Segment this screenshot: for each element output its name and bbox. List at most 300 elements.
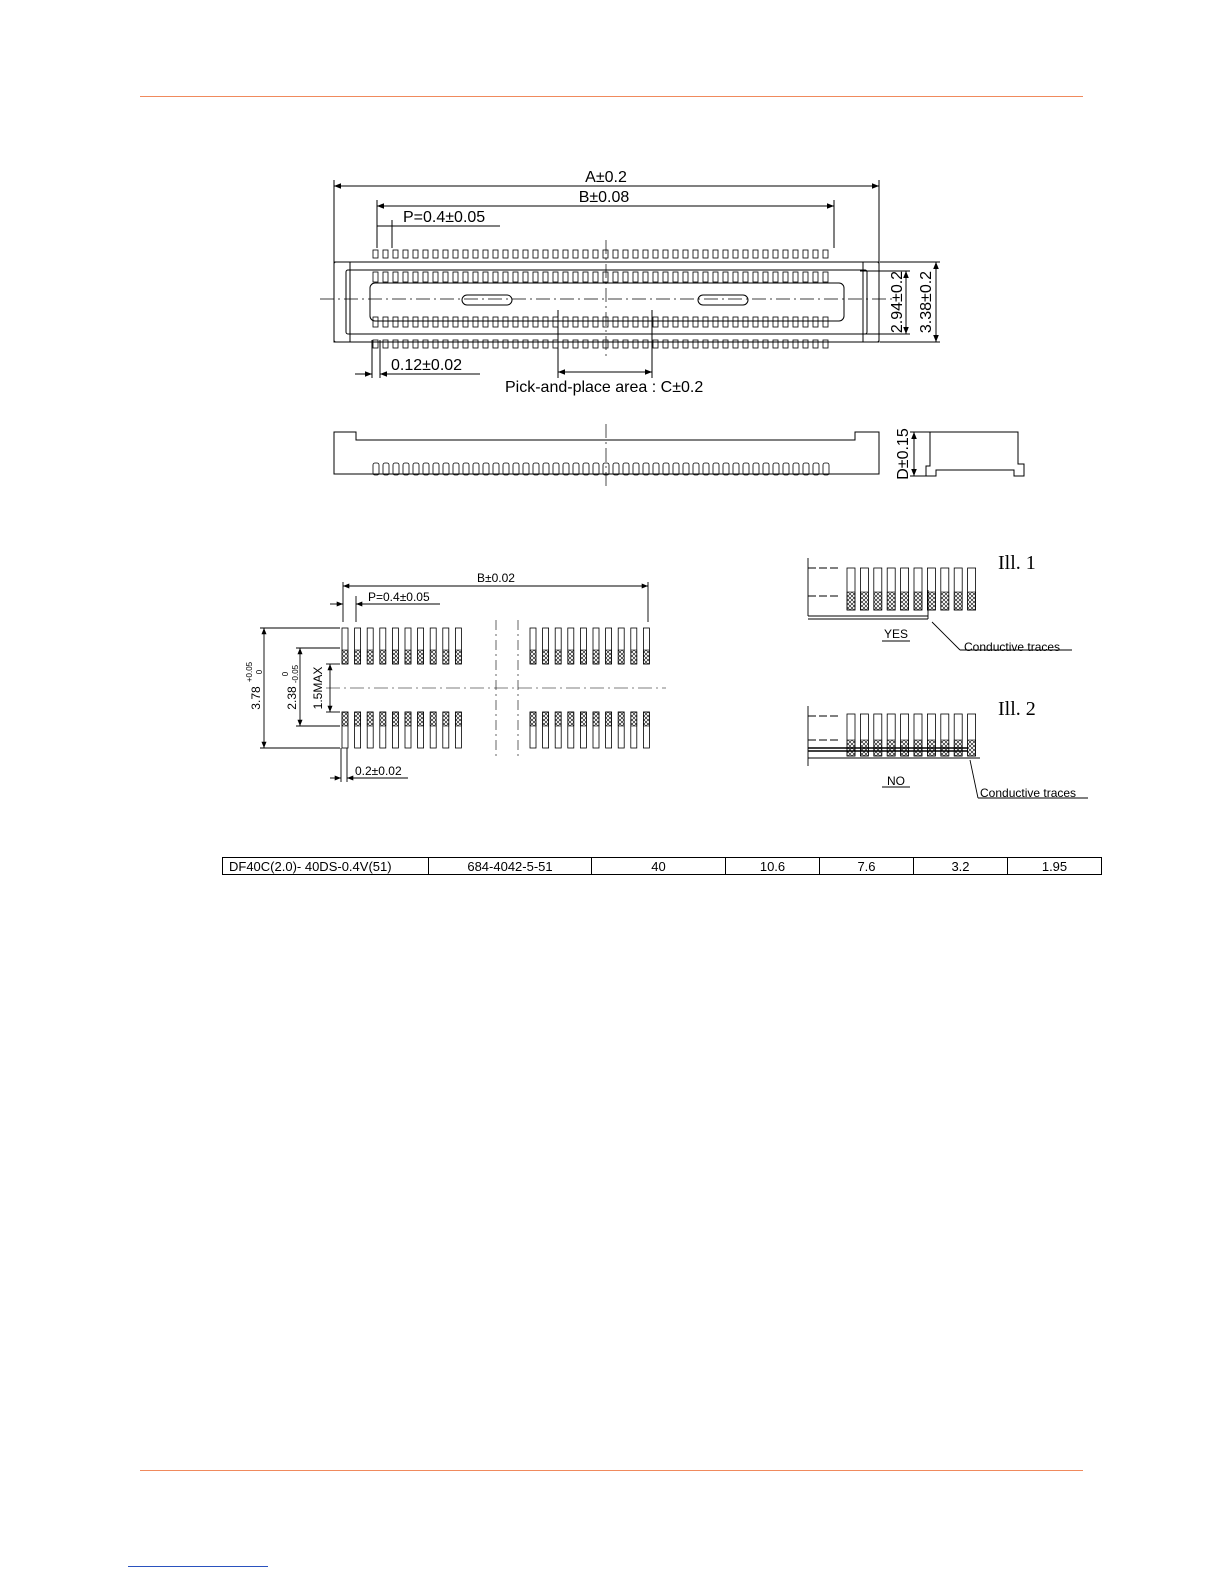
top-contact: [413, 250, 418, 258]
fp-pad-width-label: 0.2±0.02: [355, 764, 402, 778]
top-contact: [583, 340, 588, 348]
ill1-title: Ill. 1: [998, 552, 1036, 574]
side-contact: [513, 463, 519, 475]
footprint-pad-hatch: [380, 712, 386, 726]
illustration-pad-hatch: [874, 592, 882, 610]
top-view: [320, 180, 893, 360]
footprint-pad-hatch: [530, 650, 536, 664]
top-contact: [443, 340, 448, 348]
top-contact: [803, 317, 808, 327]
top-contact: [803, 340, 808, 348]
top-contact: [433, 317, 438, 327]
table-cell-part-number: DF40C(2.0)- 40DS-0.4V(51): [223, 858, 429, 875]
top-contact: [723, 250, 728, 258]
footprint-pad-hatch: [355, 712, 361, 726]
side-contact: [633, 463, 639, 475]
top-contact: [743, 317, 748, 327]
footer-rule: [140, 1470, 1083, 1471]
side-contact: [423, 463, 429, 475]
ill1-pads: [847, 568, 976, 610]
top-contact: [823, 317, 828, 327]
top-contact: [763, 340, 768, 348]
fp-inner-label: 2.38: [285, 686, 299, 710]
top-contact: [543, 340, 548, 348]
top-contact: [573, 340, 578, 348]
top-contact: [793, 250, 798, 258]
top-contact: [413, 272, 418, 282]
top-contact: [613, 340, 618, 348]
top-contact: [583, 272, 588, 282]
illustration-pad-hatch: [968, 740, 976, 756]
side-view-contacts: [373, 463, 829, 475]
top-contact: [703, 340, 708, 348]
top-contact: [463, 340, 468, 348]
top-contact: [513, 272, 518, 282]
top-contact: [563, 250, 568, 258]
top-contact: [683, 272, 688, 282]
footprint-pad-hatch: [342, 712, 348, 726]
footprint-pad-hatch: [355, 650, 361, 664]
top-contact: [813, 272, 818, 282]
footprint-pad-hatch: [342, 650, 348, 664]
top-contact: [723, 317, 728, 327]
footprint-pad-hatch: [593, 712, 599, 726]
top-contact: [733, 272, 738, 282]
top-contact: [713, 272, 718, 282]
top-contact: [723, 340, 728, 348]
top-contact: [513, 317, 518, 327]
top-contact: [783, 340, 788, 348]
top-contact: [743, 272, 748, 282]
top-contact: [423, 340, 428, 348]
top-contact: [713, 250, 718, 258]
top-contact: [503, 340, 508, 348]
footprint-pad-hatch: [405, 650, 411, 664]
top-contact: [693, 250, 698, 258]
top-contact: [733, 340, 738, 348]
illustration-pad-hatch: [847, 592, 855, 610]
top-contact: [633, 340, 638, 348]
top-contact: [743, 250, 748, 258]
footprint-pad-hatch: [568, 712, 574, 726]
top-contact: [393, 317, 398, 327]
fp-pitch-label: P=0.4±0.05: [368, 590, 430, 604]
top-contact: [443, 250, 448, 258]
side-contact: [663, 463, 669, 475]
height-label: D±0.15: [895, 428, 912, 480]
top-contact: [623, 317, 628, 327]
top-contact: [533, 272, 538, 282]
side-contact: [533, 463, 539, 475]
top-contact: [653, 250, 658, 258]
top-contact: [713, 340, 718, 348]
top-contact: [683, 317, 688, 327]
side-contact: [733, 463, 739, 475]
top-contact: [713, 317, 718, 327]
footprint-pad-hatch: [555, 712, 561, 726]
top-contact: [513, 340, 518, 348]
illustration-pad-hatch: [847, 740, 855, 756]
top-contact: [593, 317, 598, 327]
illustration-pad-hatch: [887, 592, 895, 610]
top-contact: [553, 340, 558, 348]
top-contact: [443, 272, 448, 282]
width-outer-label: 3.38±0.2: [918, 270, 935, 334]
top-contact: [613, 272, 618, 282]
top-contact: [573, 272, 578, 282]
top-contact: [783, 317, 788, 327]
illustration-pad-hatch: [968, 592, 976, 610]
footprint-pad-hatch: [643, 712, 649, 726]
top-contact: [453, 340, 458, 348]
side-contact: [583, 463, 589, 475]
side-contact: [613, 463, 619, 475]
contact-width-label: 0.12±0.02: [391, 357, 463, 374]
top-contact: [633, 317, 638, 327]
side-contact: [813, 463, 819, 475]
footprint-pad-hatch: [631, 712, 637, 726]
top-contact: [763, 272, 768, 282]
top-contact: [483, 340, 488, 348]
table-cell-a: 10.6: [726, 858, 820, 875]
top-contact: [463, 250, 468, 258]
footprint-pad-hatch: [643, 650, 649, 664]
top-contact: [473, 317, 478, 327]
top-contact: [433, 250, 438, 258]
top-contact: [473, 272, 478, 282]
side-contact: [773, 463, 779, 475]
top-contact: [663, 340, 668, 348]
top-contact: [423, 317, 428, 327]
top-contact: [453, 250, 458, 258]
fp-overall-tol-upper: +0.05: [245, 661, 254, 683]
side-contact: [393, 463, 399, 475]
top-contact: [523, 272, 528, 282]
footprint-pad-hatch: [555, 650, 561, 664]
footprint-pad-hatch: [418, 712, 424, 726]
top-contact: [373, 340, 378, 348]
illustration-pad-hatch: [860, 740, 868, 756]
top-contact: [633, 272, 638, 282]
top-contact: [803, 272, 808, 282]
top-contact: [773, 317, 778, 327]
footprint-pad-hatch: [430, 712, 436, 726]
side-contact: [493, 463, 499, 475]
top-contact: [593, 340, 598, 348]
top-contact: [673, 340, 678, 348]
top-contact: [563, 272, 568, 282]
top-contact: [493, 317, 498, 327]
top-contact: [823, 272, 828, 282]
top-contact: [553, 250, 558, 258]
footprint-pad-hatch: [367, 712, 373, 726]
table-cell-c: 3.2: [914, 858, 1008, 875]
footprint-pad-hatch: [530, 712, 536, 726]
ill2-verdict: NO: [887, 774, 905, 788]
top-contact: [813, 250, 818, 258]
top-contact: [653, 340, 658, 348]
top-contact: [433, 272, 438, 282]
top-contact: [553, 272, 558, 282]
footprint-pad-hatch: [543, 650, 549, 664]
footprint-pad-hatch: [580, 650, 586, 664]
side-contact: [543, 463, 549, 475]
top-contact: [733, 250, 738, 258]
top-contact: [813, 340, 818, 348]
top-contact: [733, 317, 738, 327]
side-contact: [823, 463, 829, 475]
top-contact: [553, 317, 558, 327]
top-contact: [453, 272, 458, 282]
top-contact: [693, 340, 698, 348]
footprint-pad-hatch: [430, 650, 436, 664]
side-contact: [523, 463, 529, 475]
side-contact: [723, 463, 729, 475]
footer-link-underline: [128, 1566, 268, 1567]
side-contact: [713, 463, 719, 475]
top-contact: [413, 340, 418, 348]
side-contact: [463, 463, 469, 475]
illustration-pad-hatch: [914, 740, 922, 756]
top-contact: [483, 317, 488, 327]
top-contact: [573, 250, 578, 258]
side-contact: [413, 463, 419, 475]
top-contact: [703, 250, 708, 258]
top-contact: [603, 250, 608, 258]
top-contact: [753, 250, 758, 258]
footprint-pad-hatch: [405, 712, 411, 726]
table-row: [223, 858, 1102, 875]
side-contact: [783, 463, 789, 475]
top-contact: [663, 317, 668, 327]
top-contact: [613, 317, 618, 327]
illustration-pad-hatch: [927, 740, 935, 756]
footprint-pad-hatch: [455, 650, 461, 664]
side-contact: [473, 463, 479, 475]
top-contact: [383, 272, 388, 282]
footprint-pad-hatch: [392, 650, 398, 664]
fp-dim-b-label: B±0.02: [477, 571, 515, 585]
top-contact: [413, 317, 418, 327]
side-contact: [373, 463, 379, 475]
pick-place-label: Pick-and-place area : C±0.2: [505, 379, 704, 396]
top-contact: [523, 317, 528, 327]
illustration-pad-hatch: [941, 592, 949, 610]
top-contact: [773, 340, 778, 348]
top-contact: [463, 317, 468, 327]
top-contact: [563, 340, 568, 348]
top-contact: [483, 250, 488, 258]
top-contact: [493, 250, 498, 258]
top-contact: [673, 272, 678, 282]
top-contact: [533, 340, 538, 348]
top-contact: [543, 317, 548, 327]
illustration-pad-hatch: [954, 592, 962, 610]
side-contact: [643, 463, 649, 475]
illustration-pad-hatch: [901, 592, 909, 610]
top-contact: [423, 250, 428, 258]
illustration-pad-hatch: [860, 592, 868, 610]
illustration-pad-hatch: [874, 740, 882, 756]
top-contact: [533, 317, 538, 327]
footprint-pad-hatch: [367, 650, 373, 664]
side-contact: [743, 463, 749, 475]
top-contact: [523, 340, 528, 348]
illustration-pad-hatch: [887, 740, 895, 756]
top-contact: [693, 272, 698, 282]
side-contact: [573, 463, 579, 475]
top-contact: [623, 272, 628, 282]
ill2-title: Ill. 2: [998, 698, 1036, 720]
side-contact: [443, 463, 449, 475]
ill1-traces-label: Conductive traces: [964, 640, 1061, 654]
top-contact: [793, 272, 798, 282]
top-contact: [483, 272, 488, 282]
top-contact: [703, 272, 708, 282]
top-contact: [643, 250, 648, 258]
side-contact: [403, 463, 409, 475]
side-contact: [653, 463, 659, 475]
top-contact: [463, 272, 468, 282]
side-contact: [433, 463, 439, 475]
ill2-traces-label: Conductive traces: [980, 786, 1077, 800]
top-contact: [403, 340, 408, 348]
footprint-pad-hatch: [418, 650, 424, 664]
top-contact: [593, 272, 598, 282]
top-contact: [543, 250, 548, 258]
side-contact: [503, 463, 509, 475]
fp-overall-tol-lower: 0: [255, 669, 264, 675]
top-contact: [473, 250, 478, 258]
top-contact: [653, 317, 658, 327]
width-inner-label: 2.94±0.2: [889, 270, 906, 334]
side-contact: [683, 463, 689, 475]
top-contact: [623, 250, 628, 258]
top-contact: [603, 272, 608, 282]
side-contact: [703, 463, 709, 475]
fp-max-gap-label: 1.5MAX: [311, 666, 325, 710]
top-contact: [823, 340, 828, 348]
top-contact: [503, 250, 508, 258]
side-contact: [553, 463, 559, 475]
footprint-pad-hatch: [631, 650, 637, 664]
top-contact: [383, 340, 388, 348]
table-cell-contacts: 40: [592, 858, 726, 875]
side-contact: [753, 463, 759, 475]
footprint-pad-hatch: [443, 650, 449, 664]
top-contact: [373, 317, 378, 327]
top-contact: [773, 250, 778, 258]
top-contact: [773, 272, 778, 282]
top-contact: [393, 250, 398, 258]
side-contact: [563, 463, 569, 475]
top-contact: [623, 340, 628, 348]
footprint-pad-hatch: [580, 712, 586, 726]
side-contact: [383, 463, 389, 475]
top-contact: [643, 317, 648, 327]
table-cell-d: 1.95: [1008, 858, 1102, 875]
top-contact: [753, 272, 758, 282]
top-contact: [403, 250, 408, 258]
top-contact: [663, 250, 668, 258]
table-cell-b: 7.6: [820, 858, 914, 875]
side-contact: [673, 463, 679, 475]
footprint-pad-hatch: [443, 712, 449, 726]
illustration-pad-hatch: [941, 740, 949, 756]
top-contact: [583, 250, 588, 258]
side-contact: [483, 463, 489, 475]
top-contact: [393, 340, 398, 348]
top-contact: [573, 317, 578, 327]
side-view: [334, 424, 1024, 488]
side-contact: [453, 463, 459, 475]
top-contact: [793, 340, 798, 348]
top-contact: [673, 317, 678, 327]
side-contact: [763, 463, 769, 475]
top-contact: [503, 272, 508, 282]
top-contact: [723, 272, 728, 282]
top-contact: [423, 272, 428, 282]
fp-inner-tol-upper: 0: [281, 671, 290, 677]
top-contact: [563, 317, 568, 327]
top-contact: [403, 317, 408, 327]
footprint-pad-hatch: [380, 650, 386, 664]
top-contact: [443, 317, 448, 327]
top-contact: [783, 272, 788, 282]
top-contact: [493, 340, 498, 348]
top-contact: [373, 272, 378, 282]
top-contact: [583, 317, 588, 327]
top-contact: [673, 250, 678, 258]
illustration-pad-hatch: [954, 740, 962, 756]
footprint-pad-hatch: [392, 712, 398, 726]
top-contact: [823, 250, 828, 258]
top-contact: [513, 250, 518, 258]
footprint-pad-hatch: [606, 650, 612, 664]
top-contact: [523, 250, 528, 258]
side-contact: [593, 463, 599, 475]
top-contact: [603, 340, 608, 348]
top-contact: [783, 250, 788, 258]
top-contact: [683, 340, 688, 348]
illustration-pad-hatch: [927, 592, 935, 610]
top-contact: [613, 250, 618, 258]
top-contact: [383, 317, 388, 327]
footprint-pad-hatch: [618, 650, 624, 664]
footprint-pad-hatch: [606, 712, 612, 726]
top-contact: [703, 317, 708, 327]
side-contact: [623, 463, 629, 475]
top-contact: [403, 272, 408, 282]
spec-table: [222, 857, 1102, 875]
top-contact: [393, 272, 398, 282]
fp-overall-label: 3.78: [249, 686, 263, 710]
top-contact: [663, 272, 668, 282]
top-contact: [493, 272, 498, 282]
top-contact: [533, 250, 538, 258]
footprint-pad-hatch: [455, 712, 461, 726]
pitch-label: P=0.4±0.05: [403, 209, 486, 226]
top-contact: [603, 317, 608, 327]
side-contact: [693, 463, 699, 475]
top-contact: [793, 317, 798, 327]
top-contact: [453, 317, 458, 327]
footprint-pad-hatch: [593, 650, 599, 664]
ill1-verdict: YES: [883, 627, 909, 641]
top-contact: [433, 340, 438, 348]
top-contact: [503, 317, 508, 327]
top-contact: [473, 340, 478, 348]
